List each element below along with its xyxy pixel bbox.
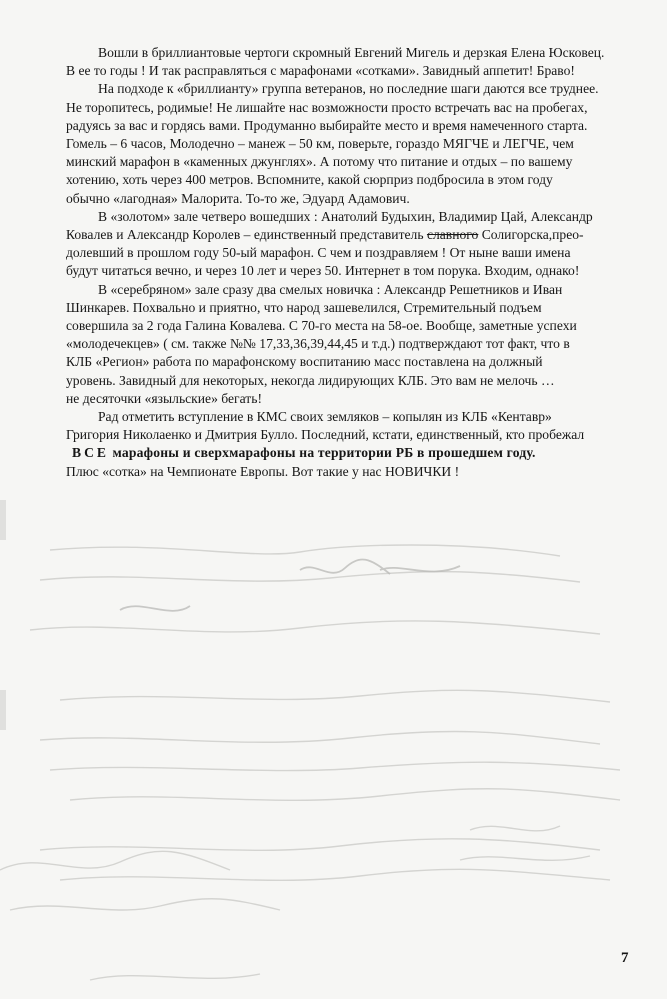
text-line: КЛБ «Регион» работа по марафонскому воспитанию масс поставлена на должный <box>66 354 543 370</box>
text-line: будут читаться вечно, и через 10 лет и через 50. Интернет в том порука. Входим, однако! <box>66 263 580 279</box>
text-line: хотению, хоть через 400 метров. Вспомните, какой сюрприз подбросила в этом году <box>66 172 553 188</box>
text-line: Вошли в бриллиантовые чертоги скромный Евгений Мигель и дерзкая Елена Юсковец. <box>98 45 605 60</box>
text-span: Ковалев и Александр Королев – единственный представитель <box>66 227 427 243</box>
text-line: Гомель – 6 часов, Молодечно – манеж – 50 км, поверьте, гораздо МЯГЧЕ и ЛЕГЧЕ, чем <box>66 136 574 152</box>
text-line: «молодечекцев» ( см. также №№ 17,33,36,39,44,45 и т.д.) подтверждают тот факт, что в <box>66 336 570 352</box>
text-line: Плюс «сотка» на Чемпионате Европы. Вот такие у нас НОВИЧКИ ! <box>66 463 460 479</box>
text-line: не десяточки «языльские» бегать! <box>66 390 262 406</box>
emphasis-line <box>66 444 636 462</box>
text-line: долевший в прошлом году 50-ый марафон. С чем и поздравляем ! От ныне ваши имена <box>66 245 571 261</box>
text-line <box>66 226 636 244</box>
paragraph-golden-hall <box>66 208 636 281</box>
text-line: Шинкарев. Похвально и приятно, что народ зашевелился, Стремительный подъем <box>66 299 542 315</box>
text-line: В ее то годы ! И так расправляться с марафонами «сотками». Завидный аппетит! Браво! <box>66 63 575 79</box>
text-line: Не торопитесь, родимые! Не лишайте нас возможности просто встречать вас на пробегах, <box>66 99 588 115</box>
page-number: 7 <box>621 950 629 966</box>
text-line: уровень. Завидный для некоторых, некогда лидирующих КЛБ. Это вам не мелочь … <box>66 372 555 388</box>
emphasis-word: ВСЕ <box>72 445 109 461</box>
emphasis-text: марафоны и сверхмарафоны на территории РБ в прошедшем году. <box>108 445 536 461</box>
text-span: Солигорска,прео- <box>478 227 584 243</box>
text-line: совершила за 2 года Галина Ковалева. С 70-го места на 58-ое. Вообще, заметные успехи <box>66 318 577 334</box>
text-line: минский марафон в «каменных джунглях». А потому что питание и отдых – по вашему <box>66 154 573 170</box>
bleed-through-image <box>0 470 667 999</box>
text-line: обычно «лагодная» Малорита. То-то же, Эдуард Адамович. <box>66 190 410 206</box>
text-line: В «золотом» зале четверо вошедших : Анатолий Будыхин, Владимир Цай, Александр <box>98 208 593 224</box>
text-line: На подходе к «бриллианту» группа ветеранов, но последние шаги даются все труднее. <box>98 81 599 97</box>
text-line: радуясь за вас и гордясь вами. Продуманно выбирайте место и время намеченного старта. <box>66 117 588 133</box>
text-line: В «серебряном» зале сразу два смелых новичка : Александр Решетников и Иван <box>98 281 563 297</box>
struck-word: славного <box>426 227 479 243</box>
paragraph-silver-hall <box>66 281 636 408</box>
paragraph-diamond-hall <box>66 44 636 80</box>
text-line: Рад отметить вступление в КМС своих земляков – копылян из КЛБ «Кентавр» <box>98 409 552 425</box>
text-line: Григория Николаенко и Дмитрия Булло. Последний, кстати, единственный, кто пробежал <box>66 427 585 443</box>
paragraph-veterans <box>66 80 636 207</box>
article-body <box>66 44 636 481</box>
paragraph-kms <box>66 408 636 481</box>
